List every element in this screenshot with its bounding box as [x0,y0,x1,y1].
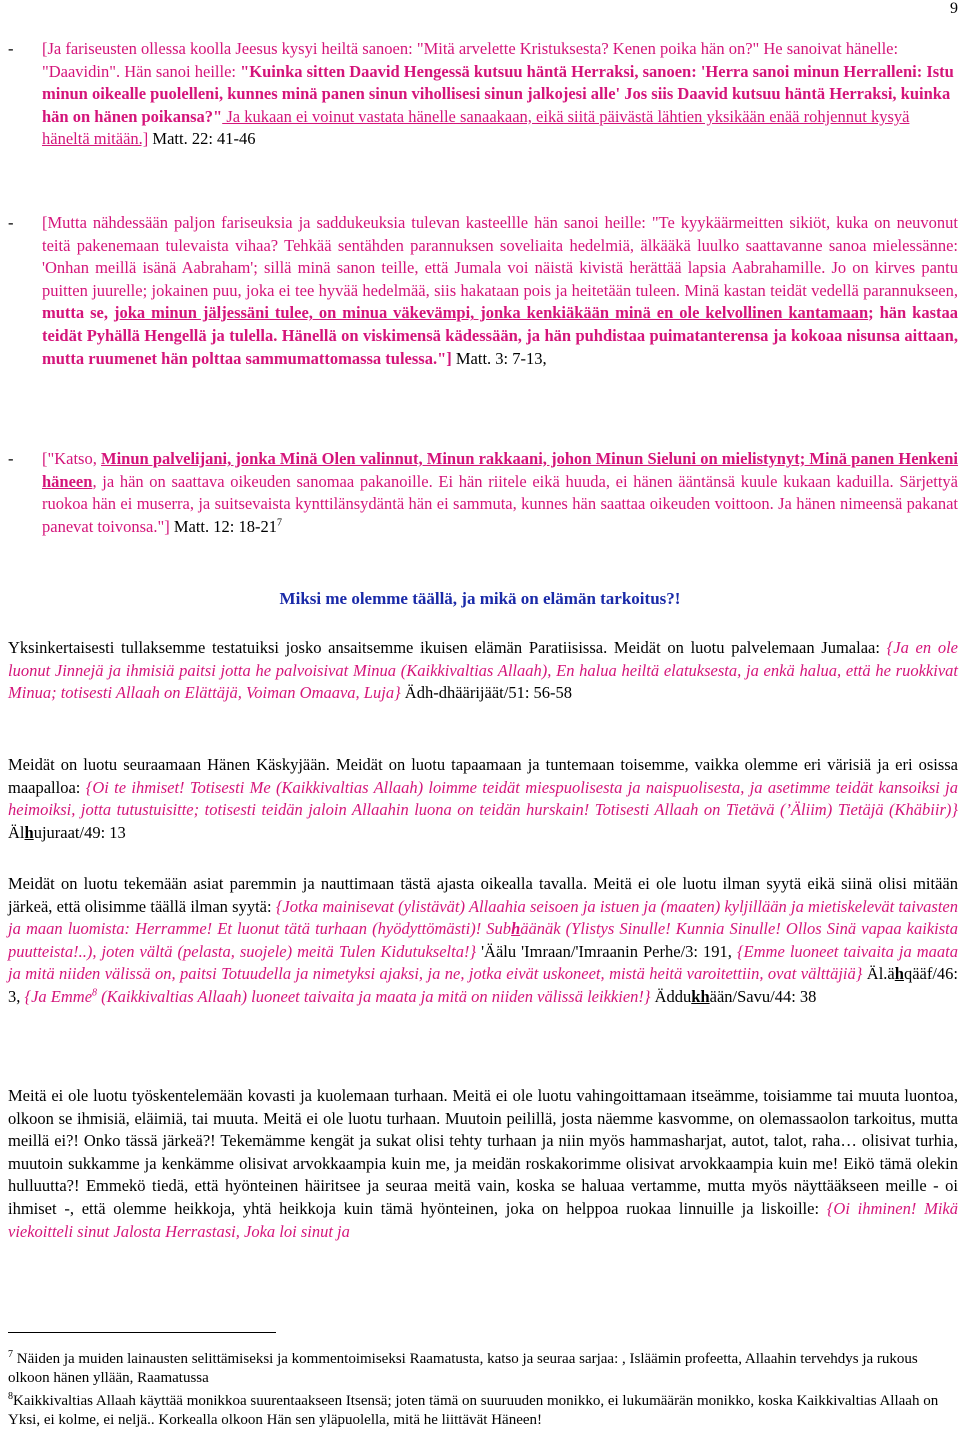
footnote-marker: 8 [92,987,98,999]
quran-reference-3: Äddukhään/Savu/44: 38 [650,986,817,1006]
scripture-emphasis-continued: ; hän kastaa teidät Pyhällä Hengellä ja tulella. Hänellä on viskimensä kädessään, ja hän puhdistaa puimatanterensa ja kokoaa nisunsa aittaan, mutta ruumenet hän polttaa sammumattomassa tulessa."] [42,303,958,368]
footnote-divider [8,1332,276,1333]
footnote-8 [8,1392,958,1429]
bullet: - [8,39,14,58]
list-item-matthew-3 [8,212,958,370]
page-number: 9 [950,0,958,17]
paragraph-meaning [8,873,958,1009]
quran-quote: {Ja en ole luonut Jinnejä ja ihmisiä paitsi jotta he palvoisivat Minua (Kaikkivaltias Allaah), En halua heiltä elatuksesta, ja enkä halua, että he ruokkivat Minua; totisesti Allaah on Elättäjä, Voiman Omaava, Luja} [8,638,959,703]
bullet: - [8,213,14,232]
body-text: Meitä ei ole luotu työskentelemään kovasti ja kuolemaan turhaan. Meitä ei ole luotu vahingoittamaan itseämme, toisiamme tai muuta luontoa, olkoon se ihmisiä, eläimiä, tai muuta. Meitä ei ole luotu turhaan. Muutoin peilillä, josta näemme kasvomme, on olemassaolon tarkoitus, mutta meillä ei?! Onko tässä järkeä?! Tekemämme kengät ja sukat olisi tehty turhaan ja niin myös hammasharjat, autot, talot, raha… olisivat turhia, muutoin sukkamme ja kenkämme olisivat arvokkaampia kuin me, ja meidän roskakorimme olisivat arvokkaampia kuin me! Eikö tämä olekin hulluutta?! Emmekö tiedä, että hyönteinen häiritsee ja seuraa meitä vain, koska se haluaa vertamme, mutta myös näyttääkseen meille - oi ihmiset -, että olemme heikkoja, yhtä heikkoja kuin tämä hyönteinen, joka on helppoa ruokaa linnuille ja liskoille: [8,1086,958,1218]
footnote-number: 8 [8,1391,13,1402]
footnote-text: Näiden ja muiden lainausten selittämiseksi ja kommentoimiseksi Raamatusta, katso ja seuraa sarjaa: , Isläämin profeetta, Allaahin tervehdys ja rukous olkoon hänen yllään, Raamatussa [8,1351,918,1386]
scripture-quote: [Ja fariseusten ollessa koolla Jeesus kysyi heiltä sanoen: "Mitä arvelette Kristuksesta? Kenen poika hän on?" He sanoivat hänelle: "Daavidin". Hän sanoi heille: [42,39,899,81]
quran-quote: {Oi te ihmiset! Totisesti Me (Kaikkivaltias Allaah) loimme teidät miespuolisesta ja naispuolisesta, ja asetimme teidät kansoiksi ja heimoiksi, jotta tutustuisitte; totisesti teidän jaloin Allaahin luona on teidän hurskain! Totisesti Allaah on Tietävä (’Äliim) Tietäjä (Khäbiir)} [8,777,958,820]
paragraph-commands [8,754,958,844]
scripture-reference: Matt. 3: 7-13, [451,348,547,368]
scripture-quote: [Mutta nähdessään paljon fariseuksia ja saddukeuksia tulevan kasteellle hän sanoi heille: "Te kyykäärmeitten sikiöt, kuka on neuvonut teitä pakenemaan tulevaista vihaa? Tehkää sentähden parannuksen soveliaita hedelmiä, älkääkä luulko saattavanne sanoa mielessänne: 'Onhan meillä isänä Aabraham'; sillä minä sanon teille, että Jumala voi näistä kivistä herättää lapsia Aabrahamille. Jo on kirves pantu puitten juurelle; jokainen puu, joka ei tee hyvää hedelmää, siis hakataan pois ja heitetään tuleen. Minä kastan teidät vedellä parannukseen, [42,213,958,300]
list-item-matthew-12 [8,448,958,538]
scripture-quote: ["Katso, [42,449,102,468]
quran-reference-1: 'Äälu 'Imraan/'Imraanin Perhe/3: 191, [476,941,737,961]
scripture-emphasis-underlined: Minun palvelijani, jonka Minä Olen valinnut, Minun rakkaani, johon Minun Sieluni on mielistynyt; Minä panen Henkeni häneen [42,449,958,491]
bullet: - [8,449,14,468]
scripture-reference: Matt. 22: 41-46 [148,129,256,149]
paragraph-purpose [8,637,958,705]
footnote-text: Kaikkivaltias Allaah käyttää monikkoa suurentaakseen Itsensä; joten tämä on suuruuden monikko, ei lukumäärän monikko, koska Kaikkivaltias Allaah on Yksi, ei kolme, ei neljä.. Korkealla olkoon Hän sen yläpuolella, mitä he liittävät Häneen! [8,1393,939,1428]
footnote-7 [8,1350,958,1387]
footnote-marker: 7 [276,517,282,529]
section-heading: Miksi me olemme täällä, ja mikä on elämän tarkoitus?! [279,589,681,608]
body-text: Meidät on luotu tekemään asiat paremmin ja nauttimaan tästä ajasta oikealla tavalla. Meitä ei ole luotu ilman syytä eikä siinä olisi mitään järkeä, että olisimme täällä ilman syytä: [8,874,958,916]
paragraph-not-in-vain [8,1085,958,1243]
list-item-matthew-22 [8,38,958,151]
quran-quote: {Oi ihminen! Mikä viekoitteli sinut Jalosta Herrastasi, Joka loi sinut ja [8,1198,958,1241]
scripture-reference: Matt. 12: 18-21 [169,516,277,536]
quran-reference-2: Äl.ähqääf/46: 3, [8,964,958,1006]
scripture-emphasis: mutta se, [42,303,114,323]
quran-reference: Ädh-dhäärijäät/51: 56-58 [400,683,573,703]
quran-quote-3: {Ja Emme$^8$ (Kaikkivaltias Allaah) luoneet taivaita ja maata ja mitä on niiden välissä leikkien!} [24,986,651,1006]
scripture-quote-continued: Ja kukaan ei voinut vastata hänelle sanaakaan, eikä siitä päivästä lähtien yksikään enää rohjennut kysyä häneltä mitään.] [42,106,910,149]
body-text: Yksinkertaisesti tullaksemme testatuiksi josko ansaitsemme ikuisen elämän Paratiisissa. Meidät on luotu palvelemaan Jumalaa: [8,638,887,657]
quran-quote-1: {Jotka mainisevat (ylistävät) Allaahia seisoen ja istuen ja (maaten) kyljillään ja mietiskelevät taivasten ja maan luomista: Herramme! Et luonut tätä turhaan (hyödyttömästi)! Subhäänäk (Ylistys Sinulle! Kunnia Sinulle! Ollos Sinä vapaa kaikista puutteista!..), joten vältä (pelasta, suojele) meitä Tulen Kidutukselta!} [8,896,958,961]
footnote-number: 7 [8,1349,13,1360]
scripture-emphasis-underlined: joka minun jäljessäni tulee, on minua väkevämpi, jonka kenkiäkään minä en ole kelvollinen kantamaan [113,303,869,323]
scripture-emphasis: "Kuinka sitten Daavid Hengessä kutsuu häntä Herraksi, sanoen: 'Herra sanoi minun Herralleni: Istu minun oikealle puolelleni, kunnes minä panen sinun vihollisesi sinun jalkojesi alle' Jos siis Daavid kutsuu häntä Herraksi, kuinka hän on hänen poikansa?" [42,61,954,126]
scripture-quote-continued: , ja hän on saattava oikeuden sanomaa pakanoille. Ei hän riitele eikä huuda, ei hänen ääntänsä kuule kukaan kaduilla. Särjettyä ruokoa hän ei muserra, ja suitsevaista kynttilänsydäntä hän ei sammuta, kunnes hän saattaa oikeuden voittoon. Ja hänen nimeensä pakanat panevat toivonsa."] [42,471,958,536]
quran-quote-2: {Emme luoneet taivaita ja maata ja mitä niiden välissä on, paitsi Totuudella ja nimetyksi ajaksi, ja ne, jotka eivät uskoneet, mistä heitä varoitettiin, ovat välttäjiä} [8,941,958,984]
body-text: Meidät on luotu seuraamaan Hänen Käskyjään. Meidät on luotu tapaamaan ja tuntemaan toisemme, vaikka olemme eri värisiä ja eri osissa maapalloa: [8,755,958,797]
quran-reference: Älhujuraat/49: 13 [8,822,126,842]
